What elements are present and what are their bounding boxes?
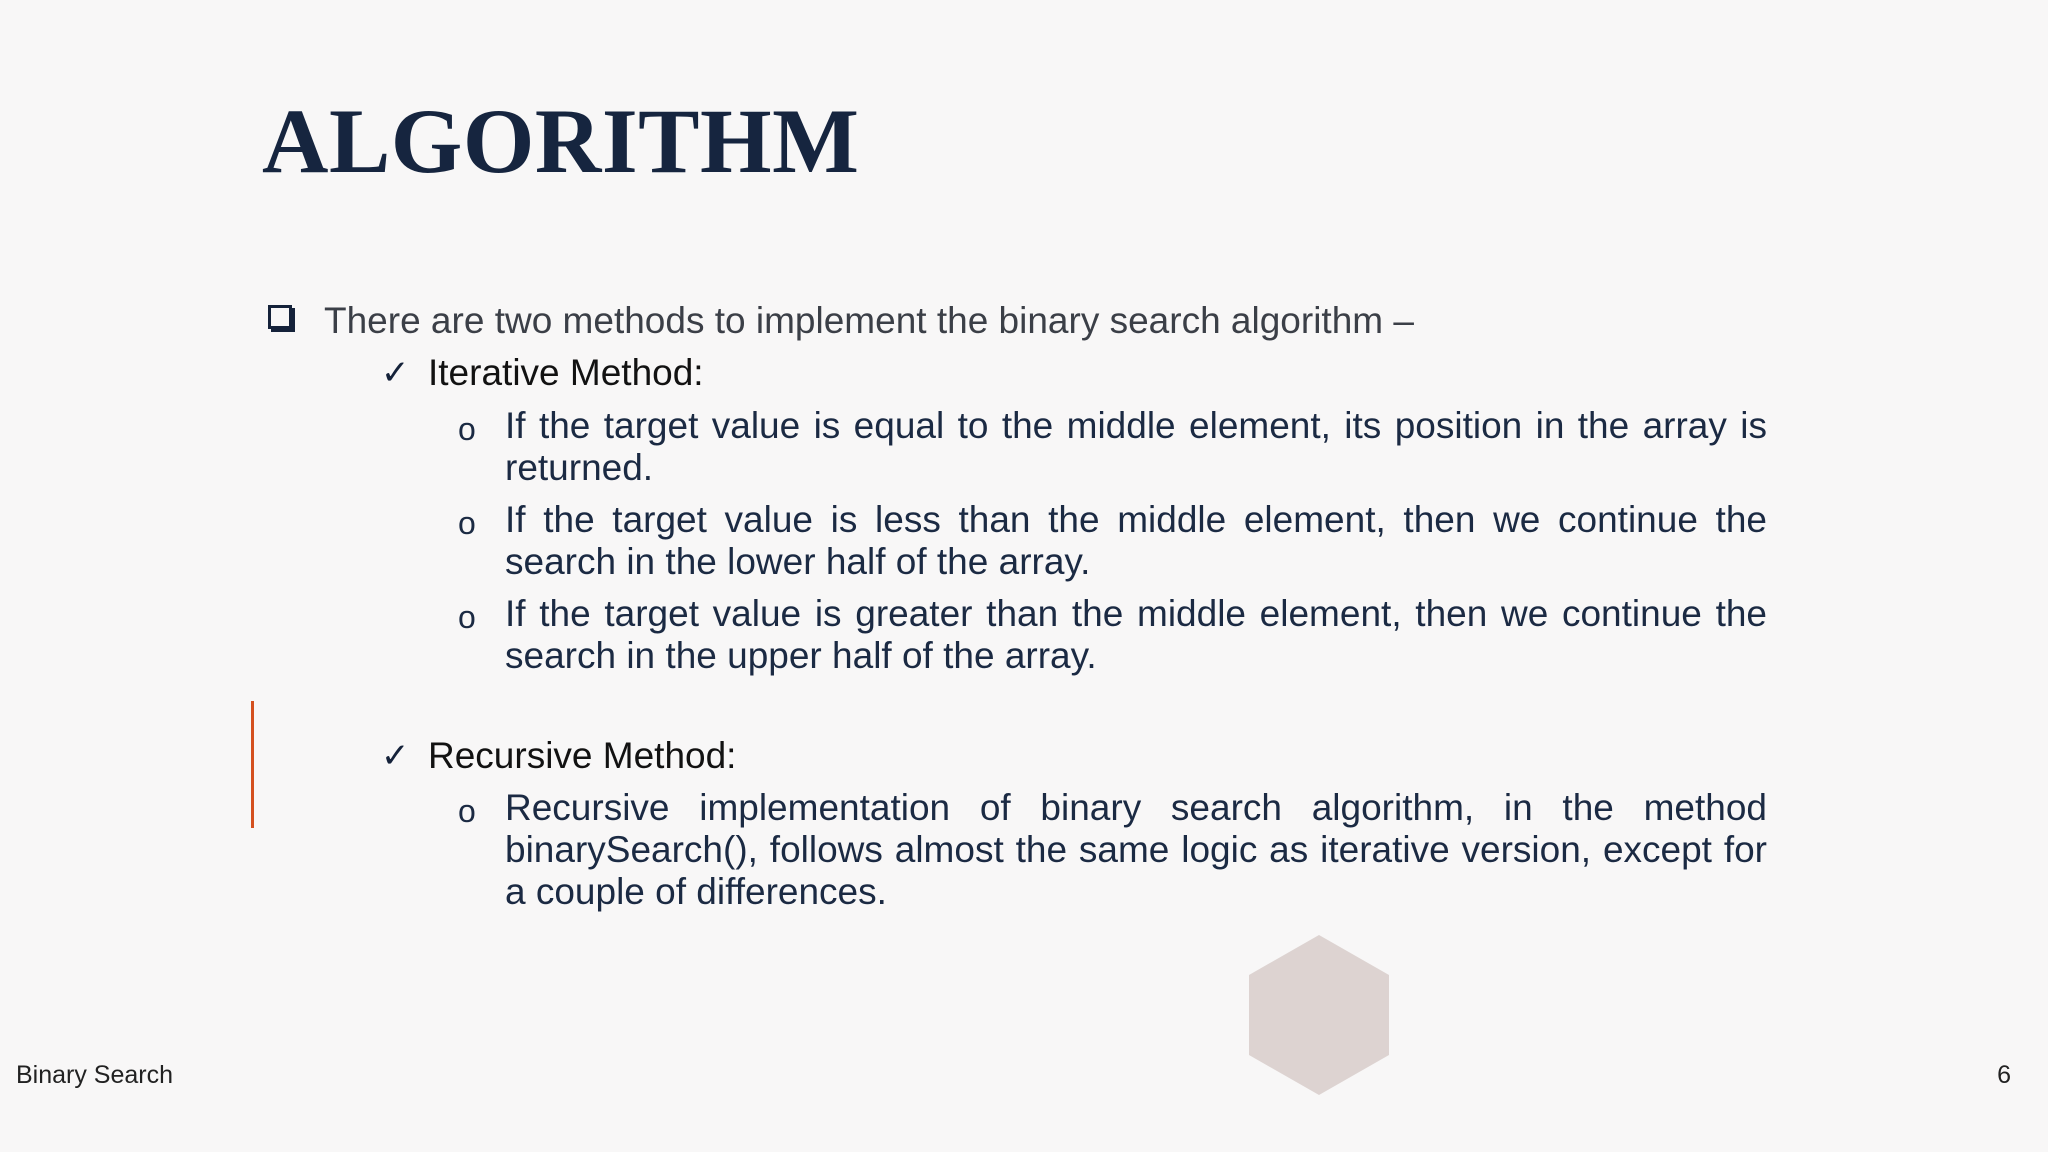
method-label-iterative: Iterative Method: [428, 352, 704, 393]
hollow-circle-bullet-icon: o [458, 599, 476, 635]
hollow-circle-bullet-icon: o [458, 505, 476, 541]
hollow-circle-bullet-icon: o [458, 411, 476, 447]
iterative-point-2: If the target value is less than the middle element, then we continue the search in the lower half of the array. [505, 499, 1767, 582]
hexagon-decoration [1249, 935, 1389, 1095]
hollow-circle-bullet-icon: o [458, 793, 476, 829]
method-label-recursive: Recursive Method: [428, 735, 737, 776]
footer-title: Binary Search [16, 1061, 174, 1089]
page-number: 6 [1997, 1061, 2011, 1089]
iterative-point-3: If the target value is greater than the middle element, then we continue the search in the upper half of the array. [505, 593, 1767, 676]
checkmark-icon: ✓ [381, 353, 410, 393]
checkmark-icon: ✓ [381, 736, 410, 776]
recursive-point-1: Recursive implementation of binary search algorithm, in the method binarySearch(), follows almost the same logic as iterative version, except for a couple of differences. [505, 787, 1767, 912]
iterative-point-1: If the target value is equal to the middle element, its position in the array is returned. [505, 405, 1767, 488]
intro-text: There are two methods to implement the binary search algorithm – [324, 300, 1414, 341]
accent-bar [251, 701, 254, 828]
hollow-square-bullet-icon [268, 305, 292, 329]
slide-title: ALGORITHM [262, 90, 860, 192]
